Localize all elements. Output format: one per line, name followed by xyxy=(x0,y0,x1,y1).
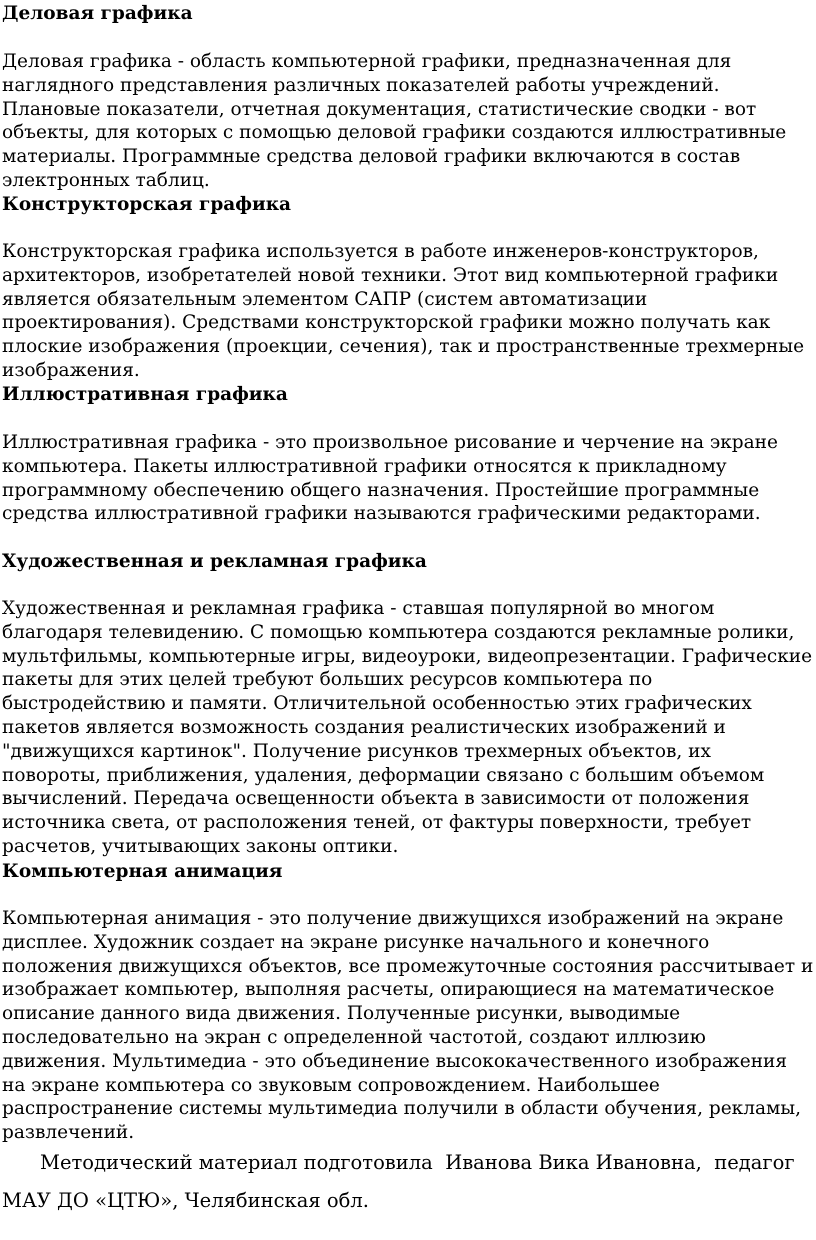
paragraph-design-graphics: Конструкторская графика используется в работе инженеров-конструкторов, архитекторов, изобретателей новой техники. Этот вид компьютерной графики является обязательным элементом САПР (систем автоматизации проектирования). Средствами конструкторской графики можно получать как плоские изображения (проекции, сечения), так и пространственные трехмерные изображения. xyxy=(2,241,805,381)
heading-illustrative-graphics: Иллюстративная графика xyxy=(2,384,288,405)
paragraph-illustrative-graphics: Иллюстративная графика - это произвольное рисование и черчение на экране компьютера. Пакеты иллюстративной графики относятся к прикладному программному обеспечению общего назначения. Простейшие программные средства иллюстративной графики называются графическими редакторами. xyxy=(2,432,778,525)
heading-computer-animation: Компьютерная анимация xyxy=(2,861,283,882)
paragraph-artistic-advertising-graphics: Художественная и рекламная графика - ставшая популярной во многом благодаря телевидению. С помощью компьютера создаются рекламные ролики, мультфильмы, компьютерные игры, видеоуроки, видеопрезентации. Графические пакеты для этих целей требуют больших ресурсов компьютера по быстродействию и памяти. Отличительной особенностью этих графических пакетов является возможность создания реалистических изображений и "движущихся картинок". Получение рисунков трехмерных объектов, их повороты, приближения, удаления, деформации связано с большим объемом вычислений. Передача освещенности объекта в зависимости от положения источника света, от расположения теней, от фактуры поверхности, требует расчетов, учитывающих законы оптики. xyxy=(2,598,813,857)
heading-artistic-advertising-graphics: Художественная и рекламная графика xyxy=(2,551,427,572)
heading-business-graphics: Деловая графика xyxy=(2,3,193,24)
author-signature-line: Методический материал подготовила Иванова Вика Ивановна, педагог xyxy=(40,1151,795,1174)
heading-design-graphics: Конструкторская графика xyxy=(2,194,292,215)
author-organization-line: МАУ ДО «ЦТЮ», Челябинская обл. xyxy=(2,1189,369,1212)
paragraph-business-graphics: Деловая графика - область компьютерной графики, предназначенная для наглядного представления различных показателей работы учреждений. Плановые показатели, отчетная документация, статистические сводки - вот объекты, для которых с помощью деловой графики создаются иллюстративные материалы. Программные средства деловой графики включаются в состав электронных таблиц. xyxy=(2,51,787,191)
paragraph-computer-animation: Компьютерная анимация - это получение движущихся изображений на экране дисплее. Художник создает на экране рисунке начального и конечного положения движущихся объектов, все промежуточные состояния рассчитывает и изображает компьютер, выполняя расчеты, опирающиеся на математическое описание данного вида движения. Полученные рисунки, выводимые последовательно на экран с определенной частотой, создают иллюзию движения. Мультимедиа - это объединение высококачественного изображения на экране компьютера со звуковым сопровождением. Наибольшее распространение системы мультимедиа получили в области обучения, рекламы, развлечений. xyxy=(2,908,814,1144)
